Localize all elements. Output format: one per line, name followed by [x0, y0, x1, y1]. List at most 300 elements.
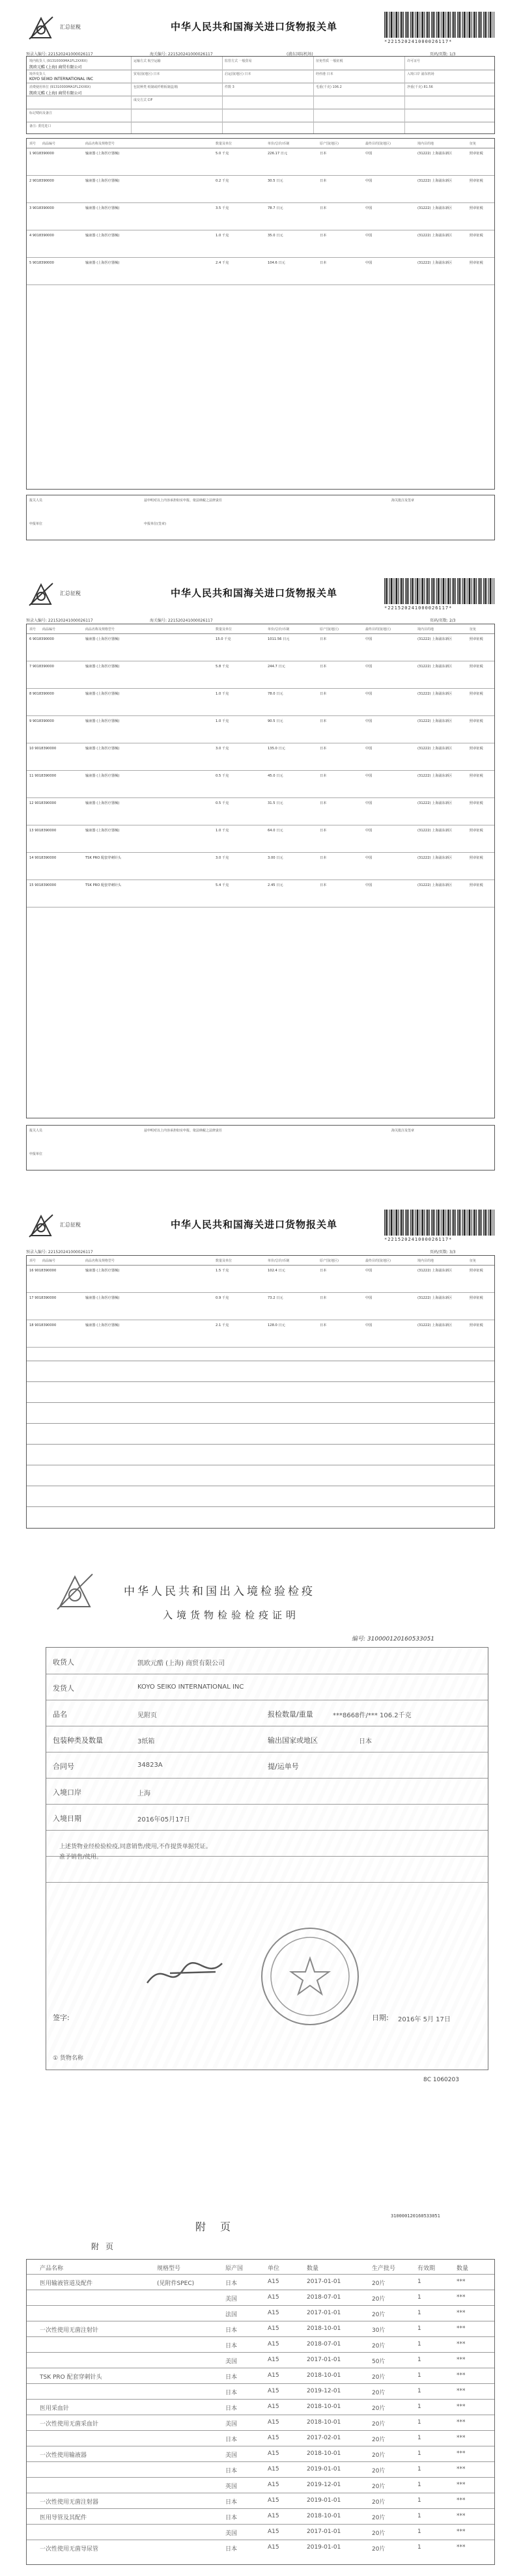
- sign-label: 签字:: [53, 2014, 70, 2022]
- col-header: 项号: [29, 142, 36, 146]
- table-cell: (31222) 上海浦东新区: [417, 801, 453, 805]
- table-cell: 中国: [365, 883, 373, 887]
- entry-number: 海关编号: 221520241000026117: [150, 52, 213, 57]
- table-cell: 日本: [320, 1269, 327, 1273]
- cert-label-consignee: 收货人: [53, 1658, 74, 1667]
- appendix-row: [27, 2321, 494, 2337]
- table-cell: 226.17 日元: [268, 152, 288, 156]
- appendix-cell: 1: [417, 2419, 421, 2426]
- blank-row: [27, 1381, 494, 1382]
- table-cell: 输液器 (上海医疗器械): [85, 692, 120, 696]
- supervision-label: 监管方式 一般贸易: [225, 59, 252, 63]
- cert-label-goods: 品名: [53, 1710, 67, 1719]
- col-header: 原产国(地区): [320, 1259, 339, 1263]
- table-cell: 0.9 千克: [216, 1296, 229, 1300]
- appendix-cell: 2019-12-01: [307, 2388, 341, 2394]
- appendix-cell: A15: [268, 2466, 279, 2472]
- declaring-unit-label: 申报单位: [29, 1152, 43, 1156]
- declaration-footer: [26, 1125, 495, 1170]
- appendix-cell: A15: [268, 2388, 279, 2394]
- appendix-cell: ***: [457, 2435, 466, 2441]
- table-cell: (31222) 上海浦东新区: [417, 261, 453, 265]
- summary-tax-label: 汇总征税: [60, 24, 81, 30]
- table-row: [27, 879, 494, 907]
- table-cell: 照章征税: [470, 747, 483, 751]
- table-cell: 2.45 日元: [268, 883, 283, 887]
- table-cell: 3.5 千克: [216, 206, 229, 210]
- col-header: 最终目的国(地区): [365, 142, 391, 146]
- appendix-cell: ***: [457, 2388, 466, 2394]
- table-cell: 0.5 千克: [216, 801, 229, 805]
- table-cell: 照章征税: [470, 801, 483, 805]
- table-row: [27, 1292, 494, 1320]
- appendix-cell: ***: [457, 2278, 466, 2285]
- table-cell: (31222) 上海浦东新区: [417, 152, 453, 156]
- appendix-cell: 2019-12-01: [307, 2482, 341, 2488]
- table-cell: 45.0 日元: [268, 774, 283, 778]
- certificate-title: 中华人民共和国出入境检验检疫: [124, 1585, 315, 1598]
- appendix-cell: 20片: [372, 2390, 386, 2396]
- table-cell: 64.0 日元: [268, 829, 283, 833]
- table-cell: 照章征税: [470, 179, 483, 183]
- table-cell: (31222) 上海浦东新区: [417, 234, 453, 238]
- blank-row: [27, 1485, 494, 1486]
- table-cell: 日本: [320, 152, 327, 156]
- table-cell: TSK PRO 配套穿刺针头: [85, 856, 122, 860]
- table-cell: 输液器 (上海医疗器械): [85, 719, 120, 723]
- appendix-cell: 2018-07-01: [307, 2294, 341, 2301]
- table-cell: 日本: [320, 856, 327, 860]
- table-cell: 日本: [320, 665, 327, 669]
- appendix-row: [27, 2336, 494, 2353]
- official-seal-icon: [261, 1928, 359, 2025]
- appendix-cell: 2018-10-01: [307, 2325, 341, 2332]
- appendix-cell: 美国: [225, 2530, 238, 2537]
- table-cell: 日本: [320, 883, 327, 887]
- appendix-cell: 1: [417, 2513, 421, 2519]
- table-row: [27, 825, 494, 853]
- barcode: [384, 12, 495, 38]
- table-row: [27, 797, 494, 825]
- appendix-cell: A15: [268, 2513, 279, 2519]
- table-cell: 中国: [365, 665, 373, 669]
- table-cell: (31222) 上海浦东新区: [417, 179, 453, 183]
- cert-label-date: 入境日期: [53, 1814, 81, 1823]
- table-cell: 102.4 日元: [268, 1269, 285, 1273]
- table-row: [27, 633, 494, 661]
- appendix-cell: (见附件SPEC): [157, 2280, 195, 2287]
- table-cell: 中国: [365, 1269, 373, 1273]
- table-cell: (31222) 上海浦东新区: [417, 692, 453, 696]
- table-cell: 输液器 (上海医疗器械): [85, 774, 120, 778]
- barcode: [384, 578, 495, 604]
- signature-icon: [144, 1954, 235, 1995]
- col-header: 商品名称及规格型号: [85, 142, 115, 146]
- col-header: 征免: [470, 142, 477, 146]
- appendix-row: [27, 2524, 494, 2540]
- user-name: 凯欧元酷 (上海) 商贸有限公司: [29, 91, 82, 96]
- table-cell: 照章征税: [470, 829, 483, 833]
- table-cell: 照章征税: [470, 637, 483, 641]
- table-cell: (31222) 上海浦东新区: [417, 637, 453, 641]
- packing-label: 包装种类 纸制或纤维板制盒/箱: [134, 85, 178, 89]
- appendix-cell: 英国: [225, 2484, 238, 2490]
- appendix-row: [27, 2383, 494, 2400]
- table-cell: 日本: [320, 234, 327, 238]
- table-cell: 输液器 (上海医疗器械): [85, 747, 120, 751]
- appendix-row: [27, 2399, 494, 2415]
- appendix-cell: 20片: [372, 2280, 386, 2287]
- table-cell: 2.1 千克: [216, 1323, 229, 1327]
- items-header: [27, 1256, 494, 1266]
- remark-label: 备注: 委托进口: [29, 124, 51, 128]
- appendix-cell: 20片: [372, 2546, 386, 2553]
- appendix-cell: 20片: [372, 2421, 386, 2428]
- appendix-cell: 一次性使用无菌导尿管: [40, 2546, 99, 2553]
- appendix-cell: ***: [457, 2341, 466, 2347]
- table-cell: 30.5 日元: [268, 179, 283, 183]
- customs-annotation-label: 海关批注及签章: [391, 499, 415, 503]
- appendix-cell: A15: [268, 2372, 279, 2379]
- table-cell: 输液器 (上海医疗器械): [85, 829, 120, 833]
- table-cell: 日本: [320, 692, 327, 696]
- table-cell: 73.2 日元: [268, 1296, 283, 1300]
- col-header: 最终目的国(地区): [365, 628, 391, 631]
- appendix-cell: 1: [417, 2403, 421, 2410]
- consignee-label: 境内收货人 (91310000MA1FL2XX6X): [29, 59, 88, 63]
- table-cell: 照章征税: [470, 883, 483, 887]
- col-header: 商品编号: [42, 628, 56, 631]
- appendix-row: [27, 2352, 494, 2368]
- col-header: 最终目的国(地区): [365, 1259, 391, 1263]
- col-header: 境内目的地: [417, 1259, 434, 1263]
- footnote: ① 货物名称: [53, 2055, 83, 2062]
- appendix-cell: 20片: [372, 2437, 386, 2443]
- appendix-page: [0, 2200, 521, 2576]
- cert-consignor: KOYO SEIKO INTERNATIONAL INC: [137, 1683, 244, 1691]
- table-cell: 12 9018390000: [29, 801, 57, 805]
- appendix-cell: 2017-02-01: [307, 2435, 341, 2441]
- appendix-cell: 20片: [372, 2374, 386, 2381]
- table-cell: 输液器 (上海医疗器械): [85, 1269, 120, 1273]
- table-row: [27, 175, 494, 203]
- appendix-cell: 2019-01-01: [307, 2466, 341, 2472]
- table-cell: 输液器 (上海医疗器械): [85, 637, 120, 641]
- table-cell: 10 9018390000: [29, 747, 57, 751]
- table-cell: TSK PRO 配套穿刺针头: [85, 883, 122, 887]
- table-cell: 90.5 日元: [268, 719, 283, 723]
- table-row: [27, 715, 494, 743]
- table-cell: 1.0 千克: [216, 692, 229, 696]
- appendix-cell: 一次性使用输液器: [40, 2452, 87, 2459]
- col-header: 商品编号: [42, 142, 56, 146]
- table-cell: 照章征税: [470, 719, 483, 723]
- appendix-cell: A15: [268, 2450, 279, 2457]
- cert-consignee: 凯欧元酷 (上海) 商贸有限公司: [137, 1660, 225, 1667]
- date-label: 日期:: [372, 2014, 389, 2022]
- table-cell: (31222) 上海浦东新区: [417, 1269, 453, 1273]
- table-cell: 照章征税: [470, 234, 483, 238]
- appendix-cell: 2017-01-01: [307, 2278, 341, 2285]
- appendix-cell: 2017-01-01: [307, 2310, 341, 2316]
- appendix-cell: ***: [457, 2497, 466, 2504]
- net-weight: 净重(千克) 81.56: [407, 85, 433, 89]
- appendix-cell: 1: [417, 2294, 421, 2301]
- table-cell: 244.7 日元: [268, 665, 285, 669]
- table-row: [27, 202, 494, 230]
- appendix-cell: 日本: [225, 2437, 238, 2443]
- table-cell: 4 9018390000: [29, 234, 54, 238]
- appendix-cell: 日本: [225, 2280, 238, 2287]
- appendix-row: [27, 2493, 494, 2509]
- pre-entry-number: 预录入编号: 221520241000026117: [26, 1250, 93, 1254]
- appendix-cell: 法国: [225, 2312, 238, 2318]
- table-cell: (31222) 上海浦东新区: [417, 719, 453, 723]
- appendix-cell: ***: [457, 2544, 466, 2551]
- appendix-row: [27, 2290, 494, 2306]
- table-cell: 中国: [365, 747, 373, 751]
- table-cell: 35.0 日元: [268, 234, 283, 238]
- table-cell: 11 9018390000: [29, 774, 57, 778]
- table-cell: 1 9018390000: [29, 152, 54, 156]
- items-table-1: [26, 138, 495, 490]
- marks-label: 标记唛码及备注: [29, 111, 53, 115]
- table-cell: 输液器 (上海医疗器械): [85, 261, 120, 265]
- appendix-cell: A15: [268, 2325, 279, 2332]
- inspection-certificate: [0, 1543, 521, 2194]
- appendix-cell: 20片: [372, 2343, 386, 2349]
- appendix-row: [27, 2461, 494, 2478]
- col-header: 项号: [29, 628, 36, 631]
- table-cell: (31222) 上海浦东新区: [417, 856, 453, 860]
- appendix-cell: 日本: [225, 2327, 238, 2334]
- appendix-title: 附页: [195, 2221, 246, 2233]
- table-row: [27, 743, 494, 771]
- barcode: [384, 1210, 495, 1236]
- table-cell: (31222) 上海浦东新区: [417, 665, 453, 669]
- appendix-cell: ***: [457, 2482, 466, 2488]
- table-cell: 照章征税: [470, 774, 483, 778]
- table-cell: 中国: [365, 152, 373, 156]
- table-cell: 中国: [365, 719, 373, 723]
- blank-row: [27, 1443, 494, 1445]
- appendix-cell: 日本: [225, 2374, 238, 2381]
- appendix-cell: TSK PRO 配套穿刺针头: [40, 2374, 102, 2381]
- table-cell: 6 9018390000: [29, 637, 54, 641]
- deal-mode: 成交方式 CIF: [134, 98, 153, 102]
- table-cell: (31222) 上海浦东新区: [417, 774, 453, 778]
- page-title: 中华人民共和国海关进口货物报关单: [171, 1219, 338, 1230]
- declaring-unit-label: 申报单位: [29, 522, 43, 526]
- blank-row: [27, 1464, 494, 1465]
- table-cell: 输液器 (上海医疗器械): [85, 152, 120, 156]
- appendix-cell: A15: [268, 2435, 279, 2441]
- declarant-label: 报关人员: [29, 499, 43, 503]
- table-cell: 输液器 (上海医疗器械): [85, 665, 120, 669]
- table-cell: 日本: [320, 637, 327, 641]
- cert-label-contract: 合同号: [53, 1762, 74, 1771]
- table-row: [27, 661, 494, 689]
- table-cell: 照章征税: [470, 152, 483, 156]
- table-cell: 2 9018390000: [29, 179, 54, 183]
- appendix-cell: 一次性使用无菌采血针: [40, 2421, 99, 2428]
- declaration-footer: [26, 495, 495, 540]
- table-cell: 中国: [365, 692, 373, 696]
- cert-label-port: 入境口岸: [53, 1788, 81, 1797]
- appendix-cell: 20片: [372, 2312, 386, 2318]
- table-cell: 1011.56 日元: [268, 637, 290, 641]
- blank-row: [27, 1402, 494, 1403]
- table-cell: 中国: [365, 234, 373, 238]
- declaration-page-3: [0, 1198, 521, 1536]
- appendix-cell: ***: [457, 2528, 466, 2535]
- table-cell: (31222) 上海浦东新区: [417, 206, 453, 210]
- table-cell: 日本: [320, 206, 327, 210]
- items-header: [27, 624, 494, 634]
- table-cell: 0.2 千克: [216, 179, 229, 183]
- app-header: 数量: [457, 2265, 469, 2272]
- appendix-cell: 20片: [372, 2530, 386, 2537]
- table-cell: 13 9018390000: [29, 829, 57, 833]
- appendix-cell: A15: [268, 2497, 279, 2504]
- cert-goods: 见附页: [137, 1712, 157, 1719]
- appendix-cell: A15: [268, 2482, 279, 2488]
- appendix-cell: 1: [417, 2482, 421, 2488]
- statement-text: 兹申明对以上内容承担如实申报、依法纳税之法律责任: [144, 499, 223, 503]
- certificate-body: [46, 1647, 488, 2070]
- table-cell: (31222) 上海浦东新区: [417, 747, 453, 751]
- appendix-cell: 医用导管及其配件: [40, 2515, 87, 2521]
- certificate-subtitle: 入境货物检验检疫证明: [163, 1609, 300, 1621]
- app-header: 生产批号: [372, 2265, 396, 2272]
- appendix-cell: A15: [268, 2294, 279, 2301]
- appendix-cell: 20片: [372, 2405, 386, 2412]
- table-cell: 日本: [320, 261, 327, 265]
- appendix-cell: A15: [268, 2341, 279, 2347]
- barcode-number: *221520241000026117*: [384, 39, 453, 44]
- table-cell: 7 9018390000: [29, 665, 54, 669]
- cert-date: 2016年05月17日: [137, 1816, 190, 1823]
- appendix-cell: 20片: [372, 2296, 386, 2303]
- appendix-cell: 20片: [372, 2499, 386, 2506]
- table-cell: 135.0 日元: [268, 747, 285, 751]
- table-row: [27, 1320, 494, 1348]
- table-cell: 中国: [365, 179, 373, 183]
- table-cell: 中国: [365, 829, 373, 833]
- customs-annotation-label: 海关批注及签章: [391, 1129, 415, 1133]
- table-cell: (31222) 上海浦东新区: [417, 829, 453, 833]
- table-cell: 14 9018390000: [29, 856, 57, 860]
- appendix-row: [27, 2540, 494, 2556]
- trade-country: 贸易国(地区) 日本: [134, 72, 160, 76]
- cert-origin: 日本: [359, 1738, 372, 1745]
- appendix-cell: 医用输液管道及配件: [40, 2280, 93, 2287]
- appendix-cell: 1: [417, 2388, 421, 2394]
- barcode-number: *221520241000026117*: [384, 605, 453, 611]
- customs-emblem-icon: [26, 13, 56, 43]
- table-cell: 日本: [320, 801, 327, 805]
- origin-country: 启运国(地区) 日本: [225, 72, 251, 76]
- user-label: 消费使用单位 (91310000MA1FL2XX6X): [29, 85, 91, 89]
- declaration-page-1: [0, 0, 521, 560]
- table-cell: 5.0 千克: [216, 152, 229, 156]
- certificate-footer-code: 8C 1060203: [423, 2077, 459, 2083]
- table-cell: 3.00 日元: [268, 856, 283, 860]
- barcode-number: *221520241000026117*: [384, 1237, 453, 1242]
- table-cell: 1.0 千克: [216, 719, 229, 723]
- table-cell: 15 9018390000: [29, 883, 57, 887]
- ciq-emblem-icon: [52, 1569, 98, 1614]
- table-cell: 5 9018390000: [29, 261, 54, 265]
- appendix-cell: A15: [268, 2528, 279, 2535]
- appendix-cell: 日本: [225, 2546, 238, 2553]
- appendix-cell: 一次性使用无菌注射器: [40, 2499, 99, 2506]
- appendix-cell: 1: [417, 2466, 421, 2472]
- table-cell: 输液器 (上海医疗器械): [85, 179, 120, 183]
- table-cell: 照章征税: [470, 665, 483, 669]
- appendix-cell: 日本: [225, 2390, 238, 2396]
- col-header: 征免: [470, 1259, 477, 1263]
- table-cell: 照章征税: [470, 1296, 483, 1300]
- table-cell: 照章征税: [470, 206, 483, 210]
- appendix-cell: 2019-01-01: [307, 2544, 341, 2551]
- table-cell: 照章征税: [470, 856, 483, 860]
- appendix-row: [27, 2305, 494, 2321]
- appendix-cell: 2018-10-01: [307, 2419, 341, 2426]
- appendix-cell: A15: [268, 2278, 279, 2285]
- col-header: 原产国(地区): [320, 628, 339, 631]
- table-cell: 输液器 (上海医疗器械): [85, 206, 120, 210]
- table-cell: 16 9018390000: [29, 1269, 57, 1273]
- table-cell: 0.5 千克: [216, 774, 229, 778]
- table-cell: 日本: [320, 719, 327, 723]
- cert-qty: ***8668件/*** 106.2千克: [333, 1712, 412, 1719]
- table-cell: 日本: [320, 774, 327, 778]
- table-cell: 照章征税: [470, 1269, 483, 1273]
- statement-text: 兹申明对以上内容承担如实申报、依法纳税之法律责任: [144, 1129, 223, 1133]
- blank-row: [27, 1506, 494, 1507]
- col-header: 数量及单位: [216, 628, 232, 631]
- table-cell: 日本: [320, 1296, 327, 1300]
- app-header: 有效期: [417, 2265, 436, 2272]
- table-cell: 日本: [320, 747, 327, 751]
- appendix-row: [27, 2430, 494, 2446]
- blank-row: [27, 1422, 494, 1424]
- appendix-cell: 1: [417, 2325, 421, 2332]
- col-header: 数量及单位: [216, 1259, 232, 1263]
- pre-entry-number: 预录入编号: 221520241000026117: [26, 52, 93, 57]
- col-header: 原产国(地区): [320, 142, 339, 146]
- table-cell: 15.0 千克: [216, 637, 231, 641]
- cert-label-consignor: 发货人: [53, 1684, 74, 1693]
- col-header: 单价/总价/币制: [268, 142, 290, 146]
- port-transit: 经停港 日本: [316, 72, 333, 76]
- table-cell: 128.0 日元: [268, 1323, 285, 1327]
- gross-weight: 毛重(千克) 106.2: [316, 85, 342, 89]
- appendix-cell: 美国: [225, 2452, 238, 2459]
- table-cell: 5.8 千克: [216, 665, 229, 669]
- appendix-cell: 2018-07-01: [307, 2341, 341, 2347]
- appendix-row: [27, 2415, 494, 2431]
- table-cell: (31222) 上海浦东新区: [417, 883, 453, 887]
- pieces-label: 件数 3: [225, 85, 234, 89]
- appendix-cell: ***: [457, 2450, 466, 2457]
- app-header: 规格型号: [157, 2265, 181, 2272]
- items-header: [27, 139, 494, 148]
- appendix-cell: 1: [417, 2497, 421, 2504]
- table-row: [27, 770, 494, 798]
- appendix-cell: 2019-01-01: [307, 2497, 341, 2504]
